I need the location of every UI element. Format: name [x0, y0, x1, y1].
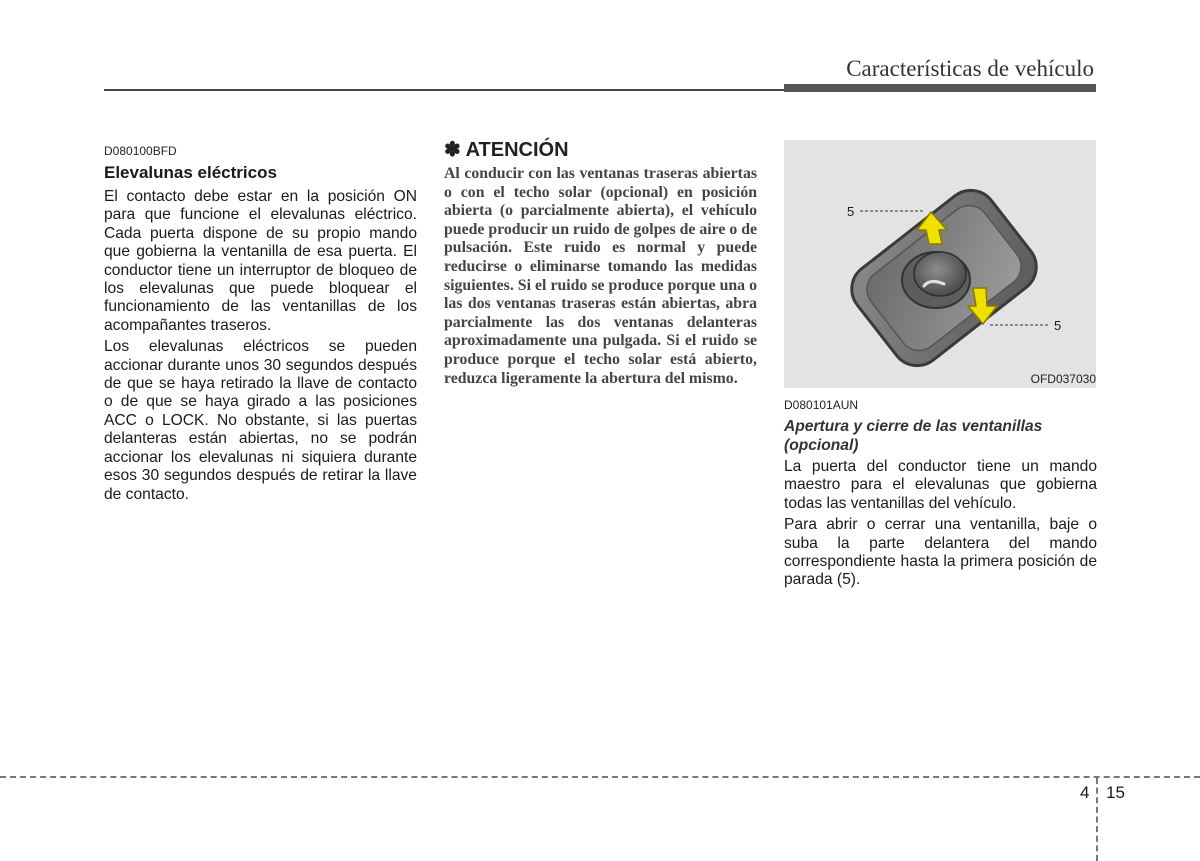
right-column: [784, 140, 1097, 593]
switch-knob: [902, 252, 970, 308]
paragraph: La puerta del conductor tiene un mando maestro para el elevalunas que gobierna todas las ventanillas del vehículo.: [784, 458, 1097, 512]
header-rule-thin: [104, 89, 784, 91]
attention-column: [444, 140, 757, 388]
section-code: D080100BFD: [104, 144, 177, 158]
page-number-divider: [1096, 778, 1098, 861]
footer-rule: [0, 776, 1200, 778]
section-subheading: Apertura y cierre de las ventanillas (opcional): [784, 418, 1043, 454]
paragraph: Los elevalunas eléctricos se pueden accionar durante unos 30 segundos después de que se haya retirado la llave de contacto o de que se haya girado a las posiciones ACC o LOCK. No obstante, si las puertas delanteras están abiertas, no se podrán accionar los elevalunas ni siquiera durante esos 30 segundos después de retirar la llave de contacto.: [104, 338, 417, 503]
attention-title: ✽ ATENCIÓN: [444, 139, 569, 161]
header-rule-thick: [784, 84, 1096, 92]
section-code: D080101AUN: [784, 398, 859, 412]
attention-body: Al conducir con las ventanas traseras abiertas o con el techo solar (opcional) en posición abierta (o parcialmente abierta), el vehículo puede producir un ruido de golpes de aire o de pulsación. Este ruido es normal y puede reducirse o eliminarse tomando las medidas siguientes. Si el ruido se produce porque una o las dos ventanas traseras están abiertas, abra parcialmente las dos ventanas delanteras aproximadamente una pulgada. Si el ruido se produce porque el techo solar está abierto, reduzca ligeramente la abertura del mismo.: [444, 165, 757, 387]
figure-id: OFD037030: [1030, 372, 1096, 386]
window-switch-illustration: [784, 140, 1096, 388]
window-switch-figure: [784, 140, 1096, 388]
paragraph: El contacto debe estar en la posición ON para que funcione el elevalunas eléctrico. Cada puerta dispone de su propio mando que gobierna la ventanilla de esa puerta. El conductor tiene un interruptor de bloqueo de los elevalunas que puede bloquear el funcionamiento de las ventanillas de los acompañantes traseros.: [104, 188, 417, 334]
paragraph: Para abrir o cerrar una ventanilla, baje o suba la parte delantera del mando correspondiente hasta la primera posición de parada (5).: [784, 516, 1097, 589]
callout-label-top: 5: [847, 204, 855, 219]
page-header-title: Características de vehículo: [846, 56, 1094, 81]
page-number: 15: [1106, 783, 1125, 802]
section-heading: Elevalunas eléctricos: [104, 163, 277, 182]
callout-label-bottom: 5: [1054, 318, 1062, 333]
chapter-number: 4: [1080, 783, 1090, 802]
left-column: [104, 140, 417, 507]
